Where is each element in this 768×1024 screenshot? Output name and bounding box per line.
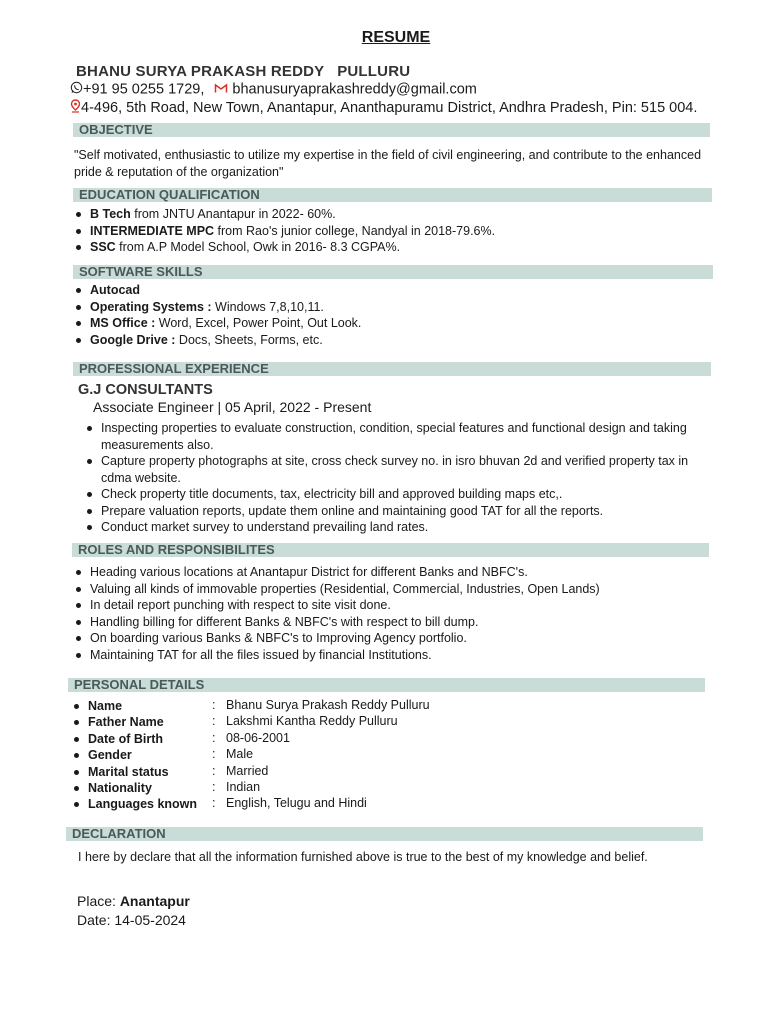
gmail-icon bbox=[214, 82, 228, 98]
personal-detail-row bbox=[72, 731, 712, 747]
list-item-label: INTERMEDIATE MPC bbox=[90, 223, 215, 238]
detail-value: Male bbox=[226, 747, 254, 762]
date-label: Date: bbox=[77, 912, 115, 928]
personal-detail-row bbox=[72, 714, 712, 730]
location-pin-icon bbox=[70, 99, 81, 117]
phone-number: +91 95 0255 1729, bbox=[83, 81, 205, 98]
list-item-label: Operating Systems : bbox=[90, 299, 212, 314]
list-item: Maintaining TAT for all the files issued by financial Institutions. bbox=[74, 647, 714, 664]
detail-value: 08-06-2001 bbox=[226, 730, 290, 745]
detail-value: Bhanu Surya Prakash Reddy Pulluru bbox=[226, 698, 430, 712]
detail-separator: : bbox=[212, 763, 216, 778]
section-header-professional-experience: PROFESSIONAL EXPERIENCE bbox=[73, 362, 711, 376]
detail-separator: : bbox=[212, 730, 216, 745]
detail-label: Father Name bbox=[72, 714, 164, 731]
objective-text: "Self motivated, enthusiastic to utilize my expertise in the field of civil engineering, and contribute to the enhanced pride & reputation of the organization" bbox=[74, 148, 702, 179]
list-item: Heading various locations at Anantapur District for different Banks and NBFC's. bbox=[74, 564, 714, 581]
detail-separator: : bbox=[212, 779, 216, 794]
declaration-text: I here by declare that all the information furnished above is true to the best of my knowledge and belief. bbox=[78, 850, 648, 864]
detail-value: Married bbox=[226, 763, 269, 778]
list-item-label: SSC bbox=[90, 240, 116, 254]
document-title: RESUME bbox=[361, 29, 431, 46]
email-address[interactable]: bhanusuryaprakashreddy@gmail.com bbox=[232, 81, 477, 98]
detail-label: Marital status bbox=[72, 764, 169, 781]
section-header-software-skills: SOFTWARE SKILLS bbox=[73, 265, 713, 279]
list-item: Check property title documents, tax, electricity bill and approved building maps etc,. bbox=[85, 486, 715, 503]
list-item-text: from Rao's junior college, Nandyal in 2018-79.6%. bbox=[214, 223, 496, 238]
list-item: Valuing all kinds of immovable properties (Residential, Commercial, Industries, Open Lands) bbox=[74, 581, 714, 598]
section-header-objective: OBJECTIVE bbox=[73, 123, 710, 137]
education-list bbox=[74, 206, 714, 256]
section-header-declaration: DECLARATION bbox=[66, 827, 703, 841]
list-item-text: from JNTU Anantapur in 2022- 60%. bbox=[130, 207, 336, 221]
list-item-label: Google Drive : bbox=[90, 332, 176, 347]
detail-value: Indian bbox=[226, 779, 261, 794]
company-name: G.J CONSULTANTS bbox=[78, 382, 213, 398]
section-header-roles: ROLES AND RESPONSIBILITES bbox=[72, 543, 709, 557]
list-item: Conduct market survey to understand prevailing land rates. bbox=[85, 519, 715, 536]
list-item-text: Windows 7,8,10,11. bbox=[211, 299, 324, 314]
section-header-personal-details: PERSONAL DETAILS bbox=[68, 678, 705, 692]
list-item-label: Autocad bbox=[90, 283, 140, 297]
date-line bbox=[77, 912, 186, 928]
list-item-label: B Tech bbox=[90, 207, 131, 221]
list-item: Capture property photographs at site, cross check survey no. in isro bhuvan 2d and verified property tax in cdma website. bbox=[85, 453, 715, 486]
section-header-education: EDUCATION QUALIFICATION bbox=[73, 188, 712, 202]
personal-details-list bbox=[72, 698, 712, 813]
date-value: 14-05-2024 bbox=[114, 912, 186, 928]
list-item bbox=[74, 315, 714, 332]
personal-detail-row bbox=[72, 796, 712, 812]
list-item bbox=[74, 223, 714, 240]
detail-label: Nationality bbox=[72, 780, 152, 797]
list-item-text: from A.P Model School, Owk in 2016- 8.3 CGPA%. bbox=[115, 240, 401, 254]
detail-separator: : bbox=[212, 698, 216, 712]
place-value: Anantapur bbox=[119, 893, 190, 909]
experience-list bbox=[85, 420, 715, 536]
personal-detail-row bbox=[72, 764, 712, 780]
list-item bbox=[74, 206, 714, 223]
detail-value: Lakshmi Kantha Reddy Pulluru bbox=[226, 714, 398, 729]
place-line bbox=[77, 893, 190, 909]
list-item: Handling billing for different Banks & NBFC's with respect to bill dump. bbox=[74, 614, 714, 631]
address-line bbox=[70, 99, 697, 117]
list-item bbox=[74, 332, 714, 349]
detail-separator: : bbox=[212, 747, 216, 762]
whatsapp-icon bbox=[70, 81, 83, 98]
personal-detail-row bbox=[72, 698, 712, 714]
detail-value: English, Telugu and Hindi bbox=[226, 796, 367, 811]
detail-label: Languages known bbox=[72, 796, 197, 813]
roles-list bbox=[74, 564, 714, 663]
detail-separator: : bbox=[212, 714, 216, 729]
contact-line bbox=[70, 81, 477, 98]
skills-list bbox=[74, 282, 714, 348]
list-item: In detail report punching with respect to site visit done. bbox=[74, 597, 714, 614]
list-item bbox=[74, 282, 714, 299]
personal-detail-row bbox=[72, 747, 712, 763]
list-item-label: MS Office : bbox=[90, 316, 156, 330]
list-item: On boarding various Banks & NBFC's to Improving Agency portfolio. bbox=[74, 630, 714, 647]
candidate-name: BHANU SURYA PRAKASH REDDY PULLURU bbox=[76, 63, 411, 80]
list-item: Prepare valuation reports, update them online and maintaining good TAT for all the reports. bbox=[85, 503, 715, 520]
detail-label: Date of Birth bbox=[72, 731, 163, 748]
list-item-text: Docs, Sheets, Forms, etc. bbox=[175, 332, 323, 347]
detail-label: Gender bbox=[72, 747, 132, 764]
personal-detail-row bbox=[72, 780, 712, 796]
list-item-text: Word, Excel, Power Point, Out Look. bbox=[155, 316, 362, 330]
address: 4-496, 5th Road, New Town, Anantapur, Ananthapuramu District, Andhra Pradesh, Pin: 515 004. bbox=[81, 99, 698, 116]
list-item bbox=[74, 239, 714, 256]
list-item: Inspecting properties to evaluate construction, condition, special features and functional design and taking measurements also. bbox=[85, 420, 715, 453]
job-role: Associate Engineer | 05 April, 2022 - Present bbox=[93, 399, 372, 415]
detail-label: Name bbox=[72, 698, 122, 715]
place-label: Place: bbox=[77, 893, 120, 909]
list-item bbox=[74, 299, 714, 316]
detail-separator: : bbox=[212, 796, 216, 811]
